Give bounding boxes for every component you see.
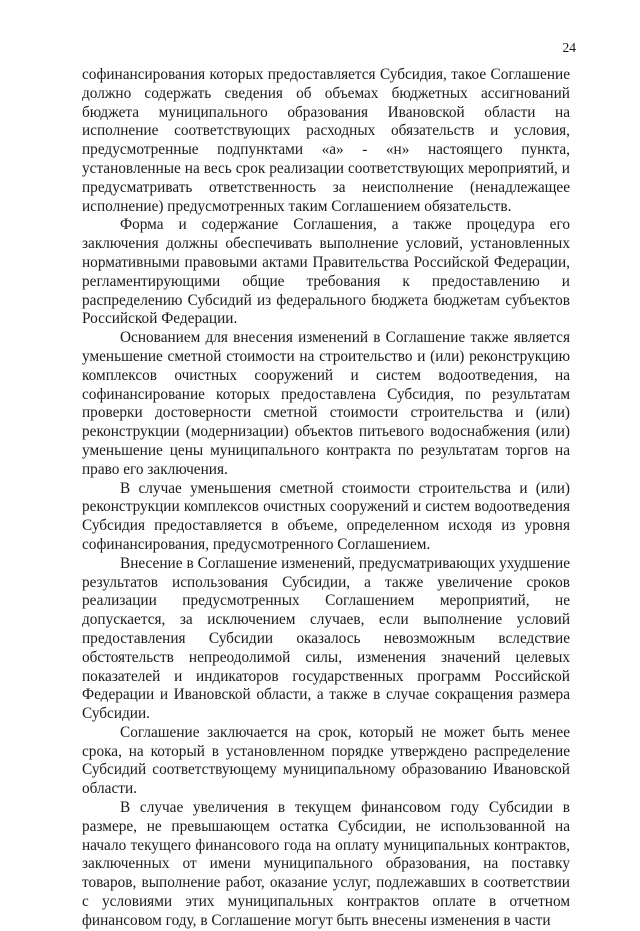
document-body [82, 66, 570, 931]
paragraph-amendment-restrictions: Внесение в Соглашение изменений, предусматривающих ухудшение результатов использования Субсидии, а также увеличение сроков реализации предусмотренных Соглашением мероприятий, не допускается, за исключением случаев, если выполнение условий предоставления Субсидии оказалось невозможным вследствие обстоятельств непреодолимой силы, изменения значений целевых показателей и индикаторов государственных программ Российской Федерации и Ивановской области, а также в случае сокращения размера Субсидии. [82, 554, 570, 723]
paragraph-agreement-form: Форма и содержание Соглашения, а также процедура его заключения должны обеспечивать выполнение условий, установленных нормативными правовыми актами Правительства Российской Федерации, регламентирующими общие требования к предоставлению и распределению Субсидий из федерального бюджета бюджетам субъектов Российской Федерации. [82, 216, 570, 328]
paragraph-agreement-term: Соглашение заключается на срок, который не может быть менее срока, на который в установленном порядке утверждено распределение Субсидий соответствующему муниципальному образованию Ивановской области. [82, 723, 570, 798]
paragraph-amendment-grounds: Основанием для внесения изменений в Соглашение также является уменьшение сметной стоимости на строительство и (или) реконструкцию комплексов очистных сооружений и систем водоотведения, на софинансирование которых предоставлена Субсидия, по результатам проверки достоверности сметной стоимости строительства и (или) реконструкции (модернизации) объектов питьевого водоснабжения (или) уменьшение цены муниципального контракта по результатам торгов на право его заключения. [82, 329, 570, 478]
paragraph-subsidy-increase: В случае увеличения в текущем финансовом году Субсидии в размере, не превышающем остатка Субсидии, не использованной на начало текущего финансового года на оплату муниципальных контрактов, заключенных от имени муниципального образования, на поставку товаров, выполнение работ, оказание услуг, подлежавших в соответствии с условиями этих муниципальных контрактов оплате в отчетном финансовом году, в Соглашение могут быть внесены изменения в части [82, 799, 570, 929]
paragraph-cost-reduction: В случае уменьшения сметной стоимости строительства и (или) реконструкции комплексов очистных сооружений и систем водоотведения Субсидия предоставляется в объеме, определенном исходя из уровня софинансирования, предусмотренного Соглашением. [82, 479, 570, 553]
paragraph-continuation: софинансирования которых предоставляется Субсидия, такое Соглашение должно содержать сведения об объемах бюджетных ассигнований бюджета муниципального образования Ивановской области на исполнение соответствующих расходных обязательств и условия, предусмотренные подпунктами «а» - «н» настоящего пункта, установленные на весь срок реализации соответствующих мероприятий, и предусматривать ответственность за неисполнение (ненадлежащее исполнение) предусмотренных таким Соглашением обязательств. [82, 66, 570, 215]
page-number: 24 [562, 40, 576, 55]
